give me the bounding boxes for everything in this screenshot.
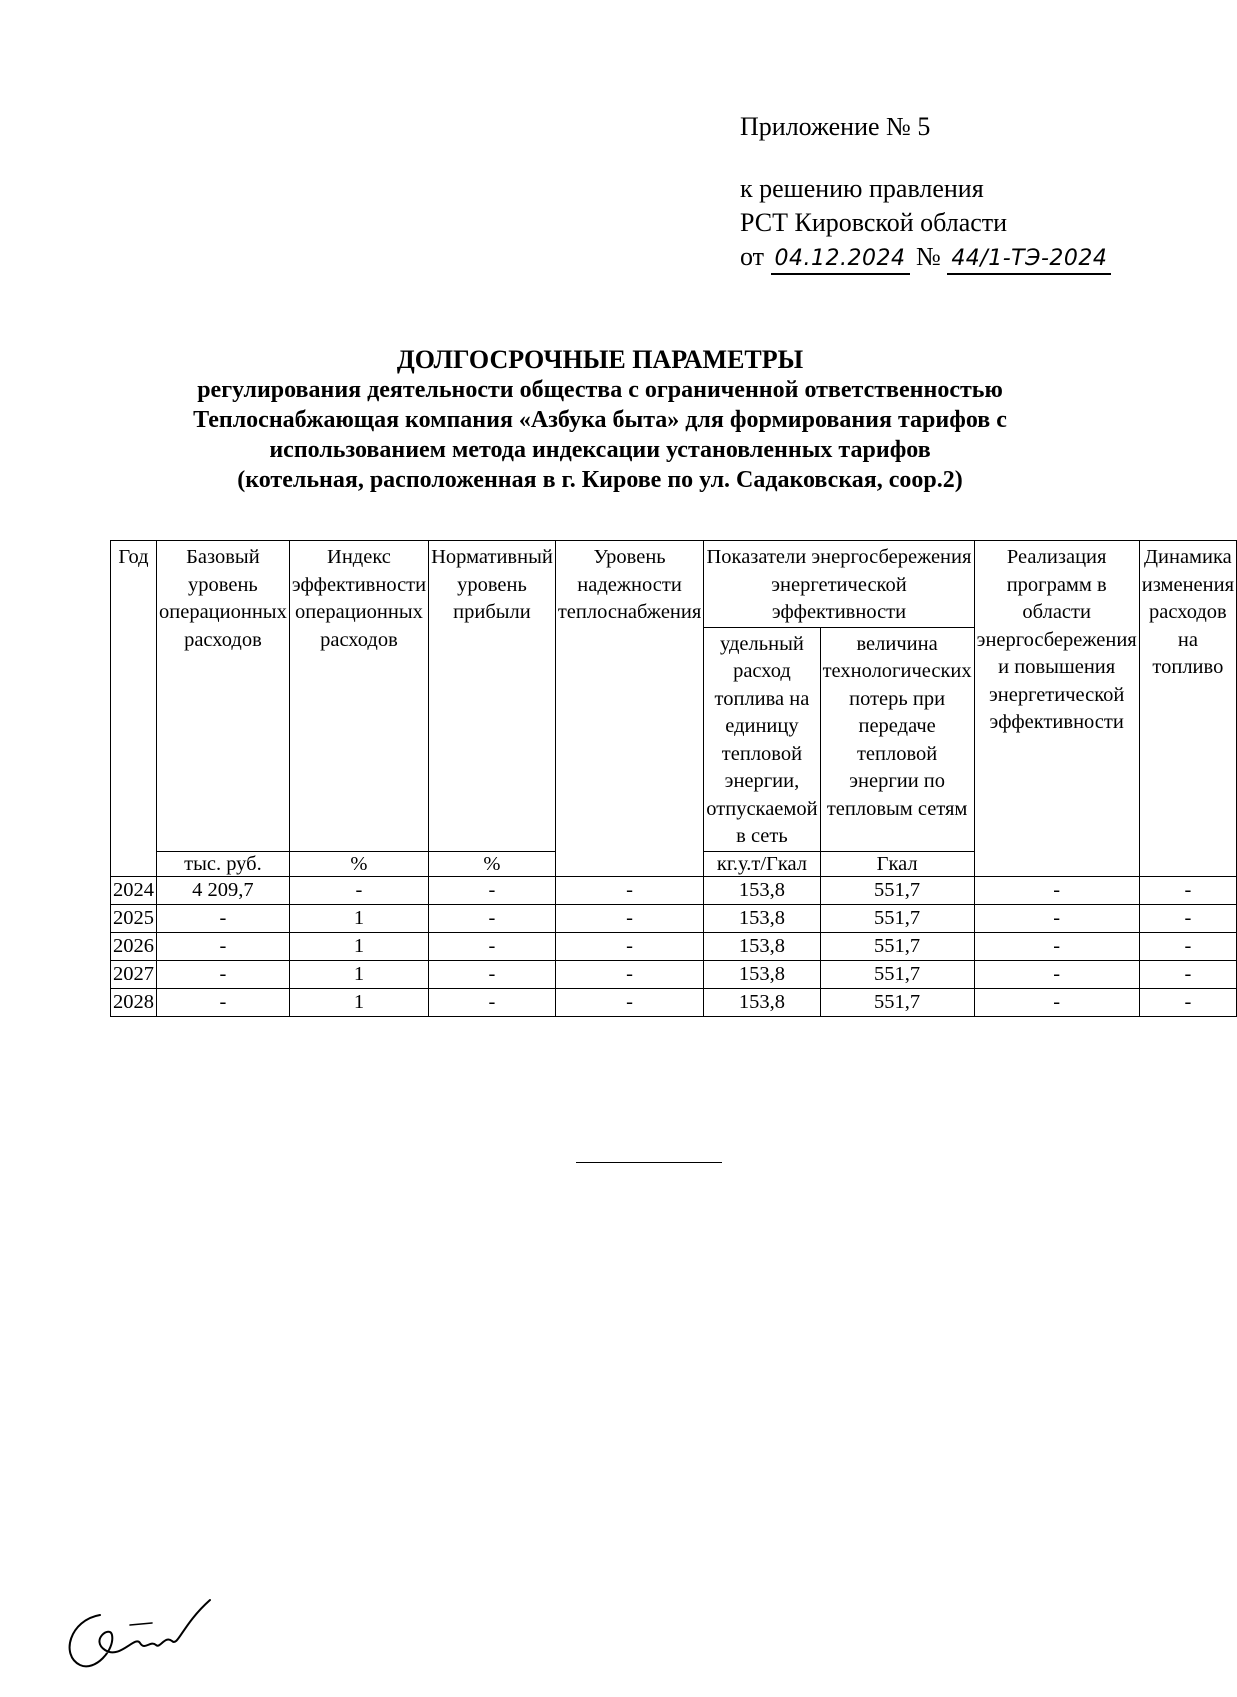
cell-profit: - [429, 904, 556, 932]
header-base-level: Базовый уровень операционных расходов [157, 541, 290, 852]
cell-index: 1 [289, 932, 428, 960]
cell-losses: 551,7 [820, 904, 974, 932]
cell-year: 2024 [111, 876, 157, 904]
table-row [111, 876, 1237, 904]
appendix-block [740, 110, 1111, 275]
header-efficiency-index: Индекс эффективности операционных расходов [289, 541, 428, 852]
cell-dynamics: - [1139, 904, 1236, 932]
cell-programs: - [974, 932, 1139, 960]
cell-base: 4 209,7 [157, 876, 290, 904]
cell-fuel: 153,8 [704, 904, 820, 932]
table-row [111, 988, 1237, 1016]
cell-profit: - [429, 960, 556, 988]
appendix-decision: к решению правления [740, 174, 984, 203]
title-line-1: регулирования деятельности общества с ограниченной ответственностью [197, 377, 1003, 403]
cell-programs: - [974, 988, 1139, 1016]
cell-dynamics: - [1139, 960, 1236, 988]
cell-fuel: 153,8 [704, 988, 820, 1016]
appendix-date-line [740, 240, 1111, 275]
cell-reliability: - [555, 876, 703, 904]
header-fuel-rate: удельный расход топлива на единицу тепловой энергии, отпускаемой в сеть [704, 627, 820, 851]
unit-losses: Гкал [820, 851, 974, 876]
number-prefix: № [916, 242, 941, 271]
document-title [80, 345, 1120, 495]
date-prefix: от [740, 242, 765, 271]
cell-reliability: - [555, 904, 703, 932]
cell-losses: 551,7 [820, 988, 974, 1016]
cell-reliability: - [555, 932, 703, 960]
unit-normative-profit: % [429, 851, 556, 876]
cell-profit: - [429, 932, 556, 960]
title-line-2: Теплоснабжающая компания «Азбука быта» для формирования тарифов с [193, 407, 1007, 433]
title-main: ДОЛГОСРОЧНЫЕ ПАРАМЕТРЫ [396, 345, 804, 374]
header-losses: величина технологических потерь при передаче тепловой энергии по тепловым сетям [820, 627, 974, 851]
cell-fuel: 153,8 [704, 960, 820, 988]
unit-base-level: тыс. руб. [157, 851, 290, 876]
header-energy-group: Показатели энергосбережения энергетической эффективности [704, 541, 974, 628]
cell-year: 2028 [111, 988, 157, 1016]
cell-dynamics: - [1139, 876, 1236, 904]
cell-index: 1 [289, 960, 428, 988]
cell-base: - [157, 932, 290, 960]
handwritten-date: 04.12.2024 [771, 245, 910, 275]
cell-base: - [157, 904, 290, 932]
table-row [111, 904, 1237, 932]
table-row [111, 960, 1237, 988]
cell-dynamics: - [1139, 932, 1236, 960]
cell-profit: - [429, 876, 556, 904]
cell-reliability: - [555, 988, 703, 1016]
cell-losses: 551,7 [820, 876, 974, 904]
handwritten-number: 44/1-ТЭ-2024 [947, 245, 1111, 275]
cell-year: 2026 [111, 932, 157, 960]
cell-index: - [289, 876, 428, 904]
title-line-3: использованием метода индексации установленных тарифов [269, 437, 931, 463]
header-fuel-dynamics: Динамика изменения расходов на топливо [1139, 541, 1236, 877]
cell-dynamics: - [1139, 988, 1236, 1016]
header-normative-profit: Нормативный уровень прибыли [429, 541, 556, 852]
cell-index: 1 [289, 988, 428, 1016]
cell-fuel: 153,8 [704, 932, 820, 960]
cell-year: 2025 [111, 904, 157, 932]
cell-base: - [157, 960, 290, 988]
cell-programs: - [974, 960, 1139, 988]
cell-losses: 551,7 [820, 932, 974, 960]
signature-icon [60, 1595, 220, 1675]
parameters-table [110, 540, 1237, 1017]
header-reliability: Уровень надежности теплоснабжения [555, 541, 703, 877]
unit-fuel-rate: кг.у.т/Гкал [704, 851, 820, 876]
cell-base: - [157, 988, 290, 1016]
cell-reliability: - [555, 960, 703, 988]
title-line-4: (котельная, расположенная в г. Кирове по ул. Садаковская, соор.2) [237, 467, 963, 493]
cell-index: 1 [289, 904, 428, 932]
cell-programs: - [974, 876, 1139, 904]
header-row-1 [111, 541, 1237, 628]
unit-efficiency-index: % [289, 851, 428, 876]
cell-programs: - [974, 904, 1139, 932]
table-row [111, 932, 1237, 960]
cell-fuel: 153,8 [704, 876, 820, 904]
header-year: Год [111, 541, 157, 877]
cell-profit: - [429, 988, 556, 1016]
cell-year: 2027 [111, 960, 157, 988]
closing-line [576, 1162, 722, 1163]
appendix-number: Приложение № 5 [740, 112, 931, 141]
header-programs: Реализация программ в области энергосбережения и повышения энергетической эффективности [974, 541, 1139, 877]
cell-losses: 551,7 [820, 960, 974, 988]
appendix-authority: РСТ Кировской области [740, 208, 1008, 237]
